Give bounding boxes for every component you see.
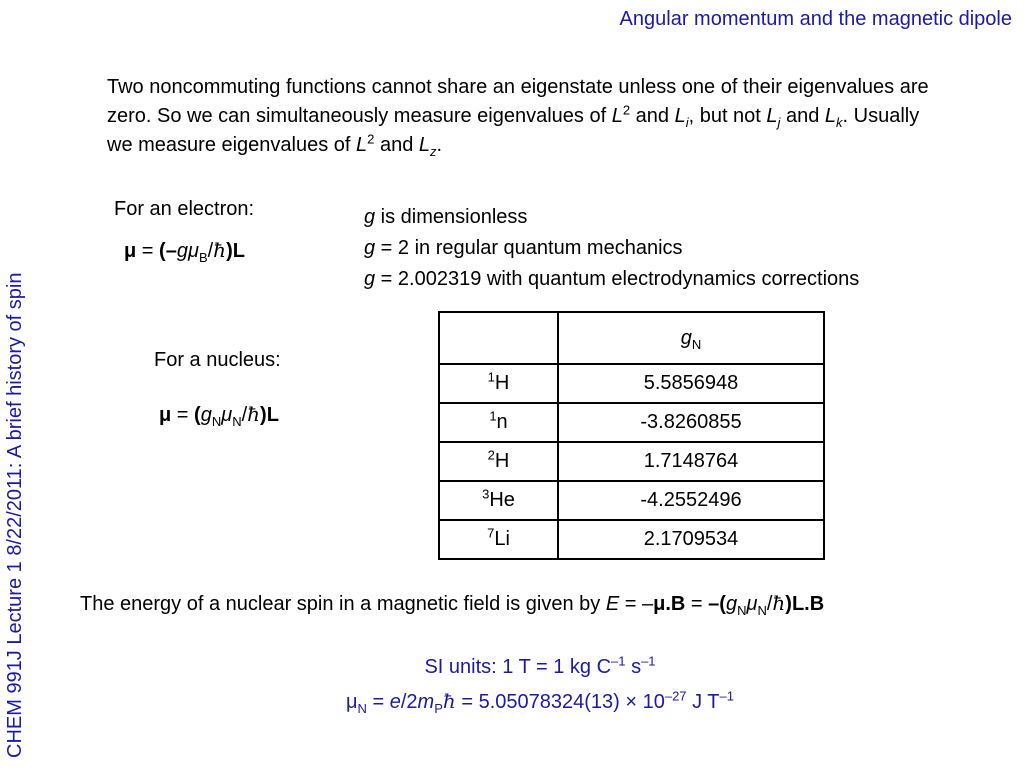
electron-formula	[124, 238, 245, 263]
header-g: g	[680, 326, 692, 349]
L-vector: L	[232, 240, 245, 262]
g-symbol: g	[364, 268, 376, 290]
equals: =	[136, 240, 160, 262]
intro-end: .	[436, 134, 443, 156]
mass-number: 1	[487, 369, 495, 385]
g-value-cell: -4.2552496	[558, 481, 824, 520]
slide-title: Angular momentum and the magnetic dipole	[619, 8, 1012, 30]
nucleus-cell	[439, 520, 558, 559]
electron-label: For an electron:	[114, 198, 255, 220]
exponent: –27	[664, 688, 687, 704]
slash: /	[207, 240, 214, 262]
subscript-k: k	[836, 115, 843, 130]
close-paren: )	[785, 593, 792, 615]
mass-m: m	[417, 691, 435, 713]
si-units-text: SI units: 1 T = 1 kg C	[424, 656, 612, 678]
bohr-magneton: μ	[187, 240, 199, 262]
energy-symbol: E	[605, 593, 620, 615]
L-vector: L	[266, 404, 279, 426]
header-N-sub: N	[691, 336, 702, 352]
course-footer-label: CHEM 991J Lecture 1 8/22/2011: A brief history of spin	[4, 272, 26, 758]
subscript-P: P	[434, 701, 443, 716]
slash: /	[766, 593, 773, 615]
g-value-cell: -3.8260855	[558, 403, 824, 442]
nucleus-cell	[439, 442, 558, 481]
subscript-N: N	[357, 701, 367, 716]
table-row	[439, 442, 824, 481]
table-row	[439, 403, 824, 442]
table-row	[439, 481, 824, 520]
g-note-3	[364, 264, 859, 295]
exponent: –1	[641, 653, 656, 669]
L-symbol: L	[611, 105, 623, 127]
nuclear-magneton: μ	[221, 404, 233, 426]
nucleus-cell	[439, 403, 558, 442]
element-symbol: H	[494, 372, 510, 394]
hbar-symbol: ħ	[213, 238, 227, 262]
g-note-1	[364, 202, 859, 233]
nucleus-cell	[439, 364, 558, 403]
g-factor: g	[176, 240, 188, 262]
element-symbol: n	[496, 411, 508, 433]
g-value-cell: 5.5856948	[558, 364, 824, 403]
g-factor: g	[725, 593, 738, 615]
subscript-N: N	[232, 414, 242, 429]
nuclear-magneton: μ	[746, 593, 758, 615]
mass-number: 1	[489, 408, 497, 424]
mass-number: 2	[487, 447, 495, 463]
intro-text-1: Two noncommuting functions cannot share an eigenstate unless one of their eigenvalues are zero. So we can simultaneously measure eigenvalues of	[107, 76, 929, 127]
g-value-cell: 1.7148764	[558, 442, 824, 481]
table-row	[439, 520, 824, 559]
energy-text: The energy of a nuclear spin in a magnetic field is given by	[80, 593, 606, 615]
L2-symbol: L	[356, 134, 368, 156]
subscript-j: j	[777, 115, 781, 130]
magneton-value: = 5.05078324(13) × 10	[455, 691, 665, 713]
open-paren: –(	[708, 593, 726, 615]
energy-statement	[80, 591, 824, 616]
element-symbol: He	[489, 489, 515, 511]
exponent: –1	[719, 688, 734, 704]
close-paren: )	[226, 240, 233, 262]
g-symbol: g	[364, 237, 376, 259]
mu-dot-B: μ.B	[653, 593, 686, 615]
intro-and: and	[630, 105, 675, 127]
g-factor-notes	[364, 202, 859, 295]
L-dot-B: L.B	[791, 593, 825, 615]
g-note-2-text: = 2 in regular quantum mechanics	[375, 237, 683, 259]
hbar-symbol: ħ	[442, 689, 456, 713]
subscript-N: N	[737, 603, 747, 618]
subscript-B: B	[198, 250, 208, 265]
g-note-1-text: is dimensionless	[375, 206, 528, 228]
hbar-symbol: ħ	[247, 402, 261, 426]
g-symbol: g	[364, 206, 376, 228]
open-paren: (	[194, 404, 201, 426]
g-note-2	[364, 233, 859, 264]
subscript-N: N	[757, 603, 767, 618]
table-row	[439, 364, 824, 403]
header-blank-cell	[439, 312, 558, 364]
equals: =	[171, 404, 195, 426]
equals: =	[366, 691, 390, 713]
nucleus-cell	[439, 481, 558, 520]
subscript-N: N	[211, 414, 222, 429]
g-value-cell: 2.1709534	[558, 520, 824, 559]
intro-usually: . Usually we measure eigenvalues of	[107, 105, 920, 156]
subscript-i: i	[685, 115, 689, 130]
slash: /	[241, 404, 248, 426]
g-note-3-text: = 2.002319 with quantum electrodynamics corrections	[375, 268, 860, 290]
header-gN-cell	[558, 312, 824, 364]
Li-symbol: L	[674, 105, 686, 127]
mu-symbol: μ	[346, 691, 358, 713]
nucleus-formula	[159, 402, 279, 427]
element-symbol: Li	[494, 528, 510, 550]
equals-minus: = –	[619, 593, 654, 615]
hbar-symbol: ħ	[772, 591, 786, 615]
subscript-z: z	[430, 144, 437, 159]
close-paren: )	[260, 404, 267, 426]
g-factor: g	[200, 404, 212, 426]
element-symbol: H	[494, 450, 510, 472]
table-header-row	[439, 312, 824, 364]
Lz-symbol: L	[418, 134, 431, 156]
nuclear-g-factor-table	[438, 311, 825, 560]
intro-and-3: and	[374, 134, 419, 156]
equals: =	[685, 593, 709, 615]
seconds-unit: s	[625, 656, 642, 678]
intro-but-not: , but not	[688, 105, 767, 127]
open-paren: (–	[159, 240, 177, 262]
superscript-2b: 2	[367, 131, 375, 147]
unit-text: J T	[686, 691, 720, 713]
mass-number: 7	[487, 525, 495, 541]
nuclear-magneton-line	[0, 689, 1024, 714]
Lj-symbol: L	[766, 105, 778, 127]
Lk-symbol: L	[824, 105, 837, 127]
si-units-line	[0, 653, 1024, 679]
charge-e: e	[389, 691, 401, 713]
intro-and-2: and	[780, 105, 825, 127]
mu-vector: μ	[124, 240, 137, 262]
superscript-2: 2	[622, 102, 631, 118]
intro-paragraph	[107, 73, 937, 160]
mass-number: 3	[482, 486, 490, 502]
mu-vector: μ	[159, 404, 172, 426]
exponent: –1	[611, 653, 626, 669]
divide-by-2: /2	[400, 691, 418, 713]
nucleus-label: For a nucleus:	[154, 349, 281, 371]
